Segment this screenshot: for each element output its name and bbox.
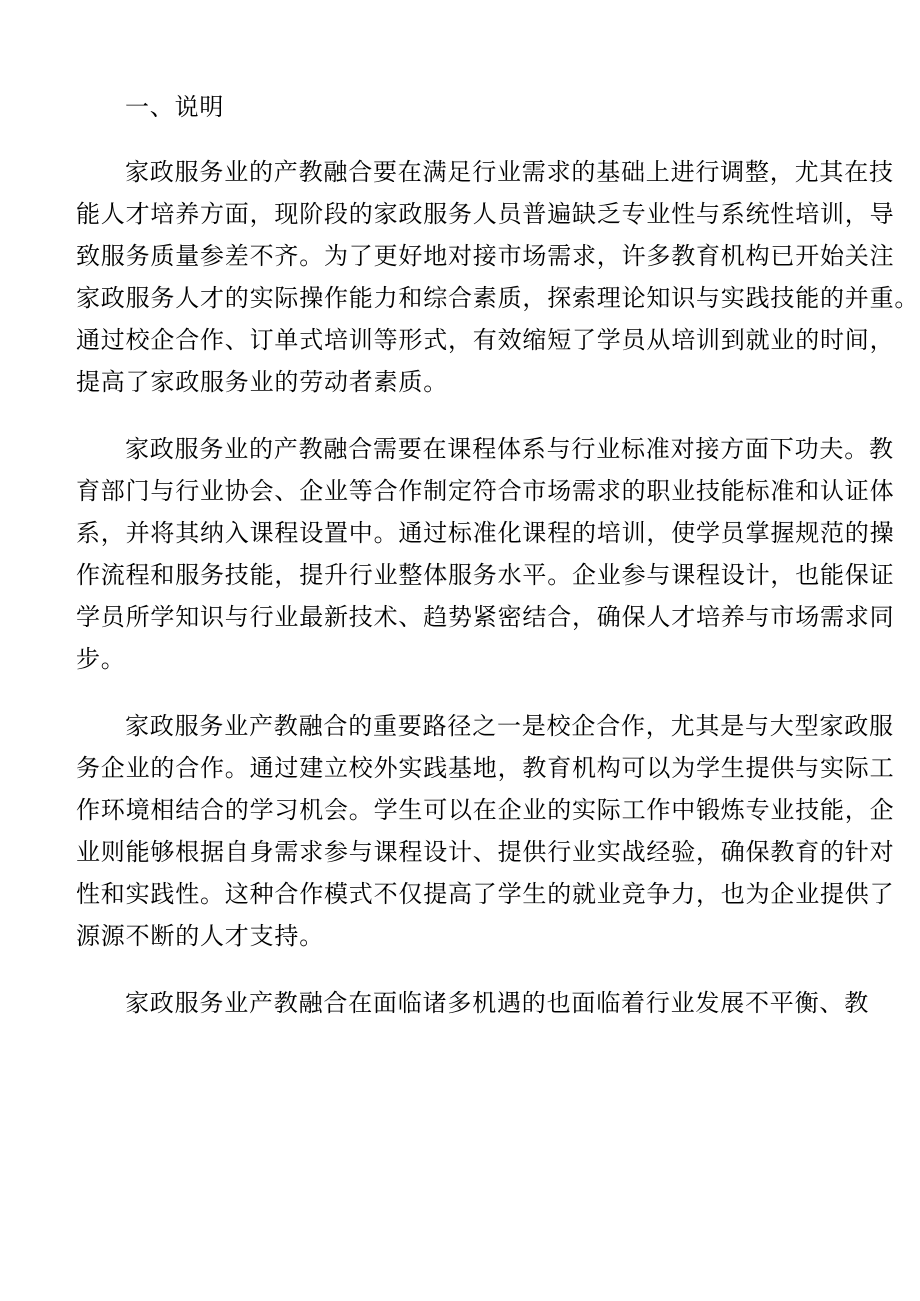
section-heading: 一、说明 [125,93,225,121]
paragraph [76,428,895,680]
paragraph-line: 育部门与行业协会、企业等合作制定符合市场需求的职业技能标准和认证体 [76,477,895,505]
paragraph [76,705,895,957]
paragraph-line: 家政服务业产教融合在面临诸多机遇的也面临着行业发展不平衡、教 [125,989,869,1017]
paragraph-line: 作环境相结合的学习机会。学生可以在企业的实际工作中锻炼专业技能，企 [76,796,895,824]
paragraph-line: 能人才培养方面，现阶段的家政服务人员普遍缺乏专业性与系统性培训，导 [76,200,895,228]
paragraph-line: 通过校企合作、订单式培训等形式，有效缩短了学员从培训到就业的时间， [76,326,895,354]
paragraph-line: 步。 [76,645,126,673]
paragraph-line: 源源不断的人才支持。 [76,922,324,950]
paragraph-line: 家政服务业的产教融合要在满足行业需求的基础上进行调整，尤其在技 [125,158,894,186]
paragraph-line: 作流程和服务技能，提升行业整体服务水平。企业参与课程设计，也能保证 [76,561,895,589]
paragraph-line: 系，并将其纳入课程设置中。通过标准化课程的培训，使学员掌握规范的操 [76,519,895,547]
paragraph-line: 家政服务业的产教融合需要在课程体系与行业标准对接方面下功夫。教 [125,435,894,463]
paragraph-line: 家政服务业产教融合的重要路径之一是校企合作，尤其是与大型家政服 [125,712,894,740]
paragraph-line: 性和实践性。这种合作模式不仅提高了学生的就业竞争力，也为企业提供了 [76,880,895,908]
paragraph [76,982,869,1024]
paragraph-line: 学员所学知识与行业最新技术、趋势紧密结合，确保人才培养与市场需求同 [76,603,895,631]
paragraph-line: 致服务质量参差不齐。为了更好地对接市场需求，许多教育机构已开始关注 [76,242,895,270]
paragraph-line: 业则能够根据自身需求参与课程设计、提供行业实战经验，确保教育的针对 [76,838,895,866]
paragraph-line: 务企业的合作。通过建立校外实践基地，教育机构可以为学生提供与实际工 [76,754,895,782]
paragraph-line: 提高了家政服务业的劳动者素质。 [76,368,448,396]
paragraph [76,151,920,403]
document-body [76,86,920,1024]
paragraph-line: 家政服务人才的实际操作能力和综合素质，探索理论知识与实践技能的并重。 [76,284,920,312]
